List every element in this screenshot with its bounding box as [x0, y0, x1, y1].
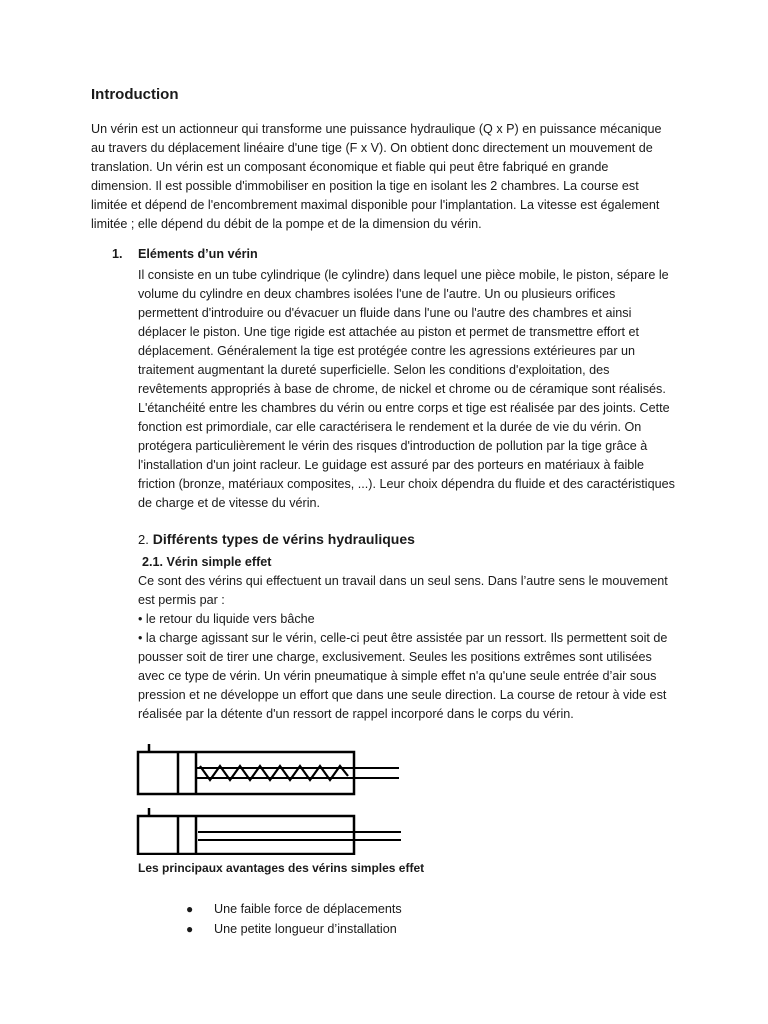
list-item — [186, 899, 402, 919]
list-item-text: Une faible force de déplacements — [214, 902, 402, 916]
subsection21-title: 2.1. Vérin simple effet — [142, 555, 272, 569]
advantages-title: Les principaux avantages des vérins simples effet — [138, 861, 425, 875]
section2-title — [138, 531, 415, 547]
subsection21-bullet1: • le retour du liquide vers bâche — [138, 612, 315, 626]
list-item-text: Une petite longueur d’installation — [214, 922, 397, 936]
advantages-list — [186, 899, 402, 939]
section1-paragraph: Il consiste en un tube cylindrique (le cylindre) dans lequel une pièce mobile, le piston, sépare le volume du cylindre en deux chambres isolées l'une de l'autre. Un ou plusieurs orifices permettent d'introduire ou d'évacuer un fluide dans l'une ou l'autre des chambres et ainsi déplacer le piston. Une tige rigide est attachée au piston et permet de transmettre effort et déplacement. Généralement la tige est protégée contre les agressions extérieures par un traitement augmentant la dureté superficielle. Selon les conditions d'exploitation, des revêtements appropriés à base de chrome, de nickel et chrome ou de céramique sont réalisés. L'étanchéité entre les chambres du vérin ou entre corps et tige est réalisée par des joints. Cette fonction est primordiale, car elle caractérisera le rendement et la durée de vie du vérin. On protégera particulièrement le vérin des risques d'introduction de pollution par la tige grâce à l'installation d'un joint racleur. Le guidage est assuré par des porteurs en matériaux à faible friction (bronze, matériaux composites, ...). Leur choix dépendra du fluide et des caractéristiques de charge et de vitesse du vérin. — [138, 268, 675, 510]
section2-number: 2. — [138, 532, 149, 547]
list-item — [186, 919, 402, 939]
intro-heading: Introduction — [91, 86, 179, 103]
section1-title: Eléments d’un vérin — [138, 247, 258, 261]
section1-number: 1. — [112, 247, 123, 261]
subsection21-line1: Ce sont des vérins qui effectuent un travail dans un seul sens. Dans l’autre sens le mouvement est permis par : — [138, 574, 668, 607]
bullet-icon: ● — [186, 902, 194, 916]
subsection21-line2: • la charge agissant sur le vérin, celle-ci peut être assistée par un ressort. Ils permettent soit de pousser soit de tirer une charge, exclusivement. Seules les positions extrêmes sont utilisées avec ce type de vérin. Un vérin pneumatique à simple effet n'a qu'une seule entrée d’air sous pression et ne développe un effort que dans une seule direction. La course de retour à vide est réalisée par la détente d'un ressort de rappel incorporé dans le corps du vérin. — [138, 631, 668, 721]
intro-paragraph: Un vérin est un actionneur qui transforme une puissance hydraulique (Q x P) en puissance mécanique au travers du déplacement linéaire d'une tige (F x V). On obtient donc directement un mouvement de translation. Un vérin est un composant économique et fiable qui peut être fabriqué en grande dimension. Il est possible d'immobiliser en position la tige en isolant les 2 chambres. La course est limitée et dépend de l'encombrement maximal disponible pour l'implantation. La vitesse est également limitée ; elle dépend du débit de la pompe et de la dimension du vérin. — [91, 122, 662, 231]
section2-title-text: Différents types de vérins hydrauliques — [152, 531, 415, 547]
bullet-icon: ● — [186, 922, 194, 936]
single-acting-cylinder-diagram — [134, 740, 404, 855]
subsection21-paragraph — [138, 572, 678, 724]
